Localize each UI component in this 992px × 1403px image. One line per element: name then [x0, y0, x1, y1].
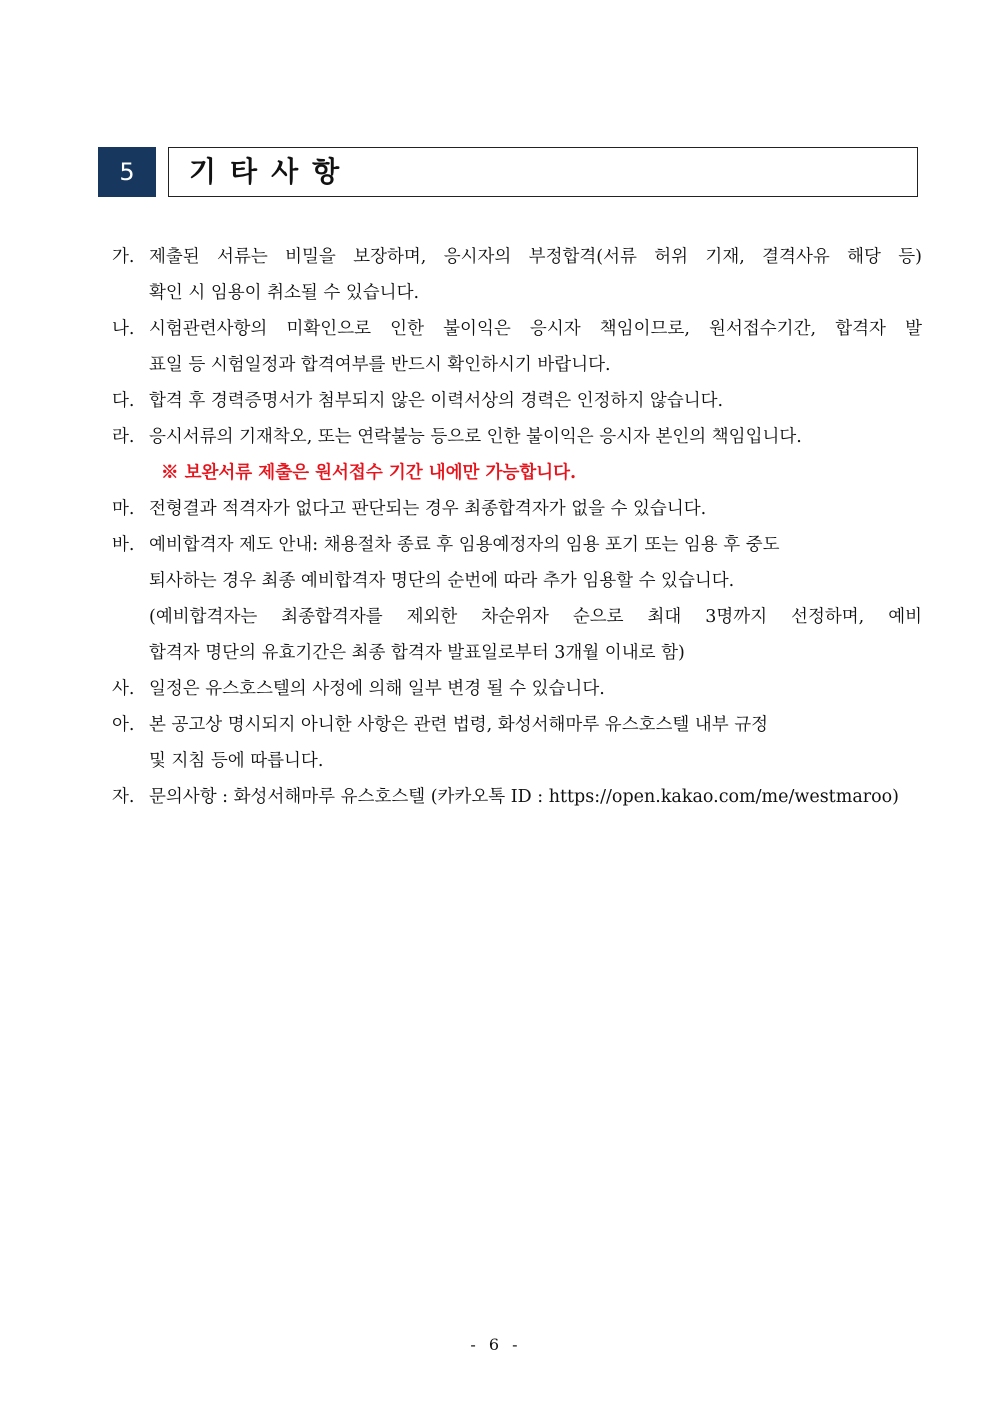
section-title: 기타사항: [189, 155, 354, 188]
list-item-ma: [112, 491, 922, 527]
list-item-ra: [112, 419, 922, 491]
list-item-sa: [112, 671, 922, 707]
item-text-line: 확인 시 임용이 취소될 수 있습니다.: [149, 283, 420, 303]
list-item-na: [112, 311, 922, 383]
list-item-ba: [112, 527, 922, 671]
list-item-a: [112, 707, 922, 779]
supplement-notice: ※ 보완서류 제출은 원서접수 기간 내에만 가능합니다.: [161, 463, 577, 483]
item-text-line: 본 공고상 명시되지 아니한 사항은 관련 법령, 화성서해마루 유스호스텔 내부 규정: [149, 715, 769, 735]
item-text-line: 전형결과 적격자가 없다고 판단되는 경우 최종합격자가 없을 수 있습니다.: [149, 499, 707, 519]
item-text-line: 제출된 서류는 비밀을 보장하며, 응시자의 부정합격(서류 허위 기재, 결격사유 해당 등): [149, 247, 922, 267]
notice-list: [112, 239, 922, 815]
item-marker: 사.: [112, 679, 135, 699]
item-text-line: 합격 후 경력증명서가 첨부되지 않은 이력서상의 경력은 인정하지 않습니다.: [149, 391, 724, 411]
item-text-line: 표일 등 시험일정과 합격여부를 반드시 확인하시기 바랍니다.: [149, 355, 611, 375]
list-item-da: [112, 383, 922, 419]
list-item-ga: [112, 239, 922, 311]
section-title-box: [168, 147, 918, 197]
item-text-line: 합격자 명단의 유효기간은 최종 합격자 발표일로부터 3개월 이내로 함): [149, 643, 685, 663]
item-text-line: (예비합격자는 최종합격자를 제외한 차순위자 순으로 최대 3명까지 선정하며, 예비: [149, 607, 922, 627]
section-number-badge: 5: [98, 147, 156, 197]
item-marker: 바.: [112, 535, 135, 555]
item-marker: 마.: [112, 499, 135, 519]
list-item-ja: [112, 779, 922, 815]
item-text-line: 시험관련사항의 미확인으로 인한 불이익은 응시자 책임이므로, 원서접수기간, 합격자 발: [149, 319, 922, 339]
item-text-line: 및 지침 등에 따릅니다.: [149, 751, 324, 771]
page-number: - 6 -: [470, 1335, 522, 1354]
item-text-line: 예비합격자 제도 안내: 채용절차 종료 후 임용예정자의 임용 포기 또는 임용 후 중도: [149, 535, 780, 555]
item-marker: 가.: [112, 247, 135, 267]
contact-info-line: 문의사항 : 화성서해마루 유스호스텔 (카카오톡 ID : https://open.kakao.com/me/westmaroo): [149, 787, 900, 807]
item-marker: 아.: [112, 715, 135, 735]
section-header: [98, 147, 920, 197]
item-text-line: 퇴사하는 경우 최종 예비합격자 명단의 순번에 따라 추가 임용할 수 있습니다.: [149, 571, 735, 591]
item-marker: 자.: [112, 787, 135, 807]
item-text-line: 응시서류의 기재착오, 또는 연락불능 등으로 인한 불이익은 응시자 본인의 책임입니다.: [149, 427, 802, 447]
item-marker: 다.: [112, 391, 135, 411]
item-text-line: 일정은 유스호스텔의 사정에 의해 일부 변경 될 수 있습니다.: [149, 679, 605, 699]
item-marker: 나.: [112, 319, 135, 339]
item-marker: 라.: [112, 427, 135, 447]
